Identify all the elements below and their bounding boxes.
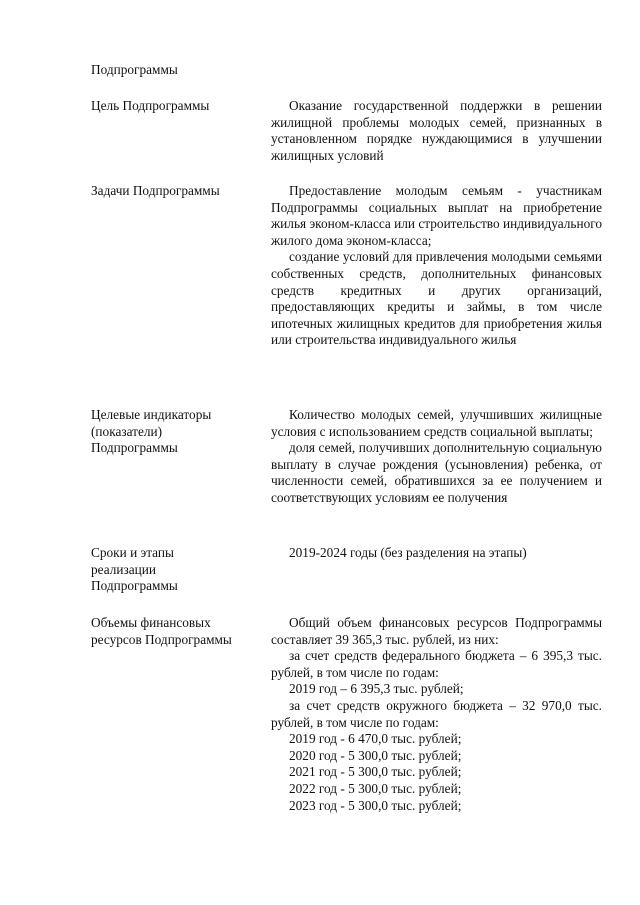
content-paragraph: доля семей, получивших дополнительную социальную выплату в случае рождения (усыновления) ребенка, от численности семей, обратившихся за ее получением и соответствующих условиям ее получения	[271, 440, 602, 505]
row-label-line: Сроки и этапы	[91, 545, 174, 560]
row-content	[271, 98, 602, 164]
row-label-line: Подпрограммы	[91, 578, 178, 594]
content-paragraph: 2019-2024 годы (без разделения на этапы)	[289, 545, 527, 560]
section-heading: Подпрограммы	[91, 62, 178, 77]
row-content	[271, 183, 602, 349]
content-paragraph: 2019 год – 6 395,3 тыс. рублей;	[289, 681, 464, 697]
content-paragraph: за счет средств окружного бюджета – 32 970,0 тыс. рублей, в том числе по годам:	[271, 697, 602, 730]
row-label-line: Целевые индикаторы	[91, 407, 212, 422]
row-label	[91, 545, 261, 595]
row-label-line: ресурсов Подпрограммы	[91, 631, 232, 647]
content-paragraph: Количество молодых семей, улучшивших жилищные условия с использованием средств социальной выплаты;	[271, 407, 602, 439]
content-paragraph: Предоставление молодым семьям - участникам Подпрограммы социальных выплат на приобретение жилья эконом-класса или строительство индивидуального жилого дома эконом-класса;	[271, 183, 602, 248]
row-label-line: Объемы финансовых	[91, 615, 211, 630]
row-label-line: Цель Подпрограммы	[91, 98, 210, 113]
row-label	[91, 183, 261, 200]
row-content	[271, 545, 602, 562]
row-content	[271, 407, 602, 507]
content-paragraph: 2020 год - 5 300,0 тыс. рублей;	[289, 747, 462, 763]
row-label-line: Подпрограммы	[91, 440, 178, 456]
content-paragraph: 2019 год - 6 470,0 тыс. рублей;	[289, 731, 462, 747]
content-paragraph: 2022 год - 5 300,0 тыс. рублей;	[289, 780, 462, 796]
content-paragraph: 2023 год - 5 300,0 тыс. рублей;	[289, 797, 462, 813]
row-label	[91, 615, 261, 648]
row-label-line: реализации	[91, 561, 156, 577]
content-paragraph: создание условий для привлечения молодыми семьями собственных средств, дополнительных финансовых средств кредитных и других организаций, предоставляющих кредиты и займы, в том числе ипотечных жилищных кредитов для приобретения жилья или строительства индивидуального жилья	[271, 249, 602, 348]
row-label	[91, 98, 261, 115]
row-label-line: (показатели)	[91, 423, 163, 439]
row-label-line: Задачи Подпрограммы	[91, 183, 220, 198]
row-content	[271, 615, 602, 814]
content-paragraph: Общий объем финансовых ресурсов Подпрограммы составляет 39 365,3 тыс. рублей, из них:	[271, 615, 602, 647]
row-label	[91, 407, 261, 457]
content-paragraph: за счет средств федерального бюджета – 6 395,3 тыс. рублей, в том числе по годам:	[271, 648, 602, 680]
content-paragraph: Оказание государственной поддержки в решении жилищной проблемы молодых семей, признанных в установленном порядке нуждающимися в улучшении жилищных условий	[271, 98, 602, 163]
content-paragraph: 2021 год - 5 300,0 тыс. рублей;	[289, 764, 462, 780]
